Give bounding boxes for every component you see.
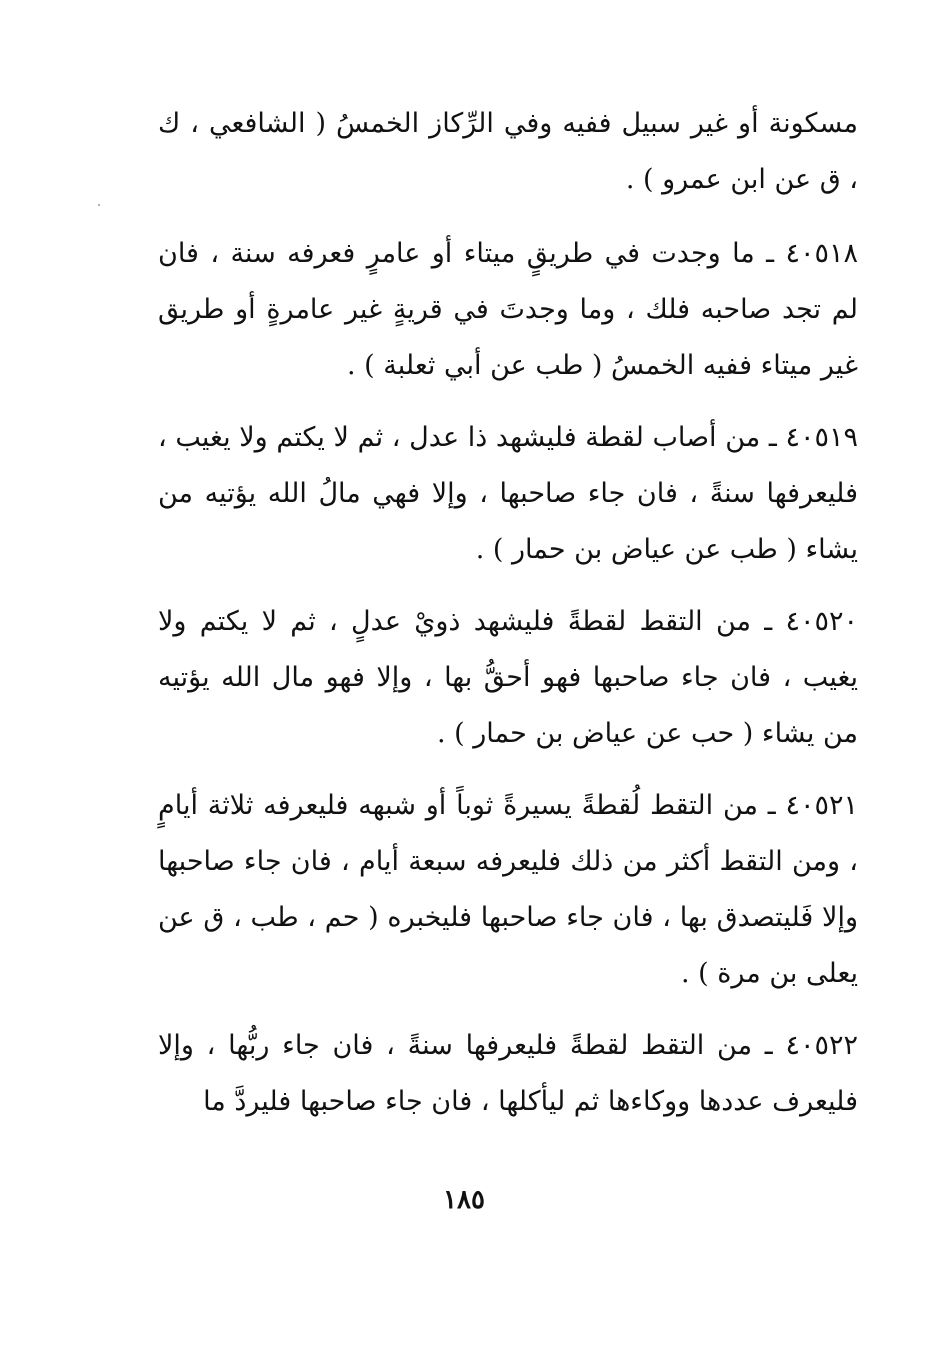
hadith-entry-40522 [158, 1018, 858, 1130]
hadith-entry-40521 [158, 778, 858, 1002]
hadith-number: ٤٠٥٢٢ [785, 1030, 858, 1061]
hadith-number: ٤٠٥١٩ [785, 422, 858, 453]
hadith-entry-40518 [158, 226, 858, 394]
page-number: ١٨٥ [443, 1185, 485, 1215]
hadith-number: ٤٠٥٢١ [785, 790, 858, 821]
scan-speck [98, 204, 100, 206]
hadith-text: ـ من التقط لقطةً فليشهد ذويْ عدلٍ ، ثم لا يكتم ولا يغيب ، فان جاء صاحبها فهو أحقُّ بها ، وإلا فهو مال الله يؤتيه من يشاء ( حب عن عياض بن حمار ) . [158, 606, 858, 749]
hadith-text: مسكونة أو غير سبيل ففيه وفي الرِّكاز الخمسُ ( الشافعي ، ك ، ق عن ابن عمرو ) . [158, 108, 858, 195]
hadith-entry-continuation [158, 96, 858, 208]
hadith-text-block [158, 96, 858, 1146]
hadith-number: ٤٠٥٢٠ [785, 606, 858, 637]
hadith-entry-40520 [158, 594, 858, 762]
hadith-entry-40519 [158, 410, 858, 578]
hadith-text: ـ من التقط لُقطةً يسيرةً ثوباً أو شبهه فليعرفه ثلاثة أيامٍ ، ومن التقط أكثر من ذلك فليعرفه سبعة أيام ، فان جاء صاحبها وإلا فَليتصدق بها ، فان جاء صاحبها فليخبره ( حم ، طب ، ق عن يعلى بن مرة ) . [158, 790, 858, 989]
hadith-text: ـ ما وجدت في طريقٍ ميتاء أو عامرٍ فعرفه سنة ، فان لم تجد صاحبه فلك ، وما وجدتَ في قريةٍ غير عامرةٍ أو طريق غير ميتاء ففيه الخمسُ ( طب عن أبي ثعلبة ) . [158, 238, 858, 381]
hadith-text: ـ من أصاب لقطة فليشهد ذا عدل ، ثم لا يكتم ولا يغيب ، فليعرفها سنةً ، فان جاء صاحبها ، وإلا فهي مالُ الله يؤتيه من يشاء ( طب عن عياض بن حمار ) . [158, 422, 858, 565]
hadith-number: ٤٠٥١٨ [785, 238, 858, 269]
hadith-text: ـ من التقط لقطةً فليعرفها سنةً ، فان جاء ربُّها ، وإلا فليعرف عددها ووكاءها ثم ليأكلها ، فان جاء صاحبها فليردَّ ما [158, 1030, 858, 1117]
